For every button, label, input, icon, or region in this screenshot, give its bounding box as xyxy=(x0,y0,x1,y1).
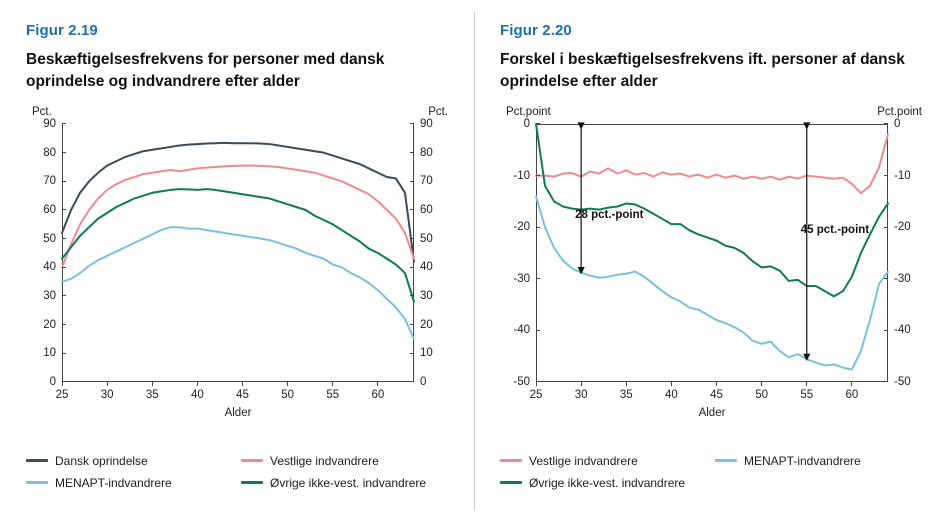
y-tick-label: -40 xyxy=(894,324,911,337)
legend-swatch-icon xyxy=(26,459,48,462)
y-tick-label: -40 xyxy=(513,324,530,337)
legend-label: Øvrige ikke-vest. indvandrere xyxy=(270,475,427,490)
y-tick-label: 20 xyxy=(43,318,56,331)
y-tick-mark xyxy=(410,152,414,153)
y-tick-label: 50 xyxy=(43,232,56,245)
y-tick-mark xyxy=(410,181,414,182)
figure-2-19-chartbox xyxy=(43,117,433,419)
x-tick-mark xyxy=(851,382,852,386)
right-x-axis-label: Alder xyxy=(698,406,726,419)
y-tick-label: 60 xyxy=(420,203,433,216)
y-tick-mark xyxy=(884,175,888,176)
legend-swatch-icon xyxy=(715,459,737,462)
left-x-axis-label: Alder xyxy=(224,406,252,419)
y-tick-label: 70 xyxy=(420,175,433,188)
y-tick-mark xyxy=(62,238,66,239)
y-tick-mark xyxy=(536,227,540,228)
x-tick-label: 35 xyxy=(619,388,633,401)
y-tick-label: 20 xyxy=(420,318,433,331)
y-tick-label: -20 xyxy=(894,221,911,234)
y-tick-mark xyxy=(884,381,888,382)
y-tick-label: -10 xyxy=(513,169,530,182)
y-tick-label: 60 xyxy=(43,203,56,216)
y-tick-mark xyxy=(410,238,414,239)
y-tick-mark xyxy=(536,278,540,279)
y-tick-mark xyxy=(62,295,66,296)
y-tick-label: -30 xyxy=(894,272,911,285)
y-tick-mark xyxy=(410,267,414,268)
y-tick-mark xyxy=(410,295,414,296)
y-tick-mark xyxy=(62,123,66,124)
y-tick-mark xyxy=(884,278,888,279)
x-tick-label: 45 xyxy=(236,388,249,401)
figure-2-20-legend-item xyxy=(500,476,715,490)
y-tick-label: 70 xyxy=(43,175,56,188)
y-tick-label: -10 xyxy=(894,169,911,182)
y-tick-mark xyxy=(62,324,66,325)
figure-2-20-legend-item xyxy=(500,454,715,468)
x-tick-mark xyxy=(62,382,63,386)
figure-2-20-chartbox xyxy=(513,117,911,419)
y-tick-label: -20 xyxy=(513,221,530,234)
figure-2-19-title: Beskæftigelsesfrekvens for personer med dansk oprindelse og indvandrere efter alder xyxy=(26,51,385,91)
figure-2-19-legend xyxy=(26,454,456,498)
x-tick-mark xyxy=(332,382,333,386)
x-tick-label: 40 xyxy=(664,388,678,401)
x-tick-label: 45 xyxy=(710,388,723,401)
y-tick-label: 90 xyxy=(420,117,433,130)
x-tick-label: 25 xyxy=(529,388,543,401)
legend-label: MENAPT-indvandrere xyxy=(744,453,861,468)
x-tick-label: 35 xyxy=(145,388,159,401)
legend-swatch-icon xyxy=(241,481,263,484)
y-tick-label: 80 xyxy=(43,146,56,159)
x-tick-label: 50 xyxy=(281,388,295,401)
y-tick-label: 40 xyxy=(420,261,433,274)
x-tick-mark xyxy=(107,382,108,386)
y-tick-mark xyxy=(410,353,414,354)
figure-2-19-plot xyxy=(28,105,448,419)
x-tick-label: 30 xyxy=(574,388,588,401)
figure-2-19-legend-item xyxy=(241,476,456,490)
y-tick-mark xyxy=(62,152,66,153)
y-tick-label: 0 xyxy=(420,375,427,388)
figure-2-20-title: Forskel i beskæftigelsesfrekvens ift. personer af dansk oprindelse efter alder xyxy=(500,51,905,91)
legend-swatch-icon xyxy=(500,481,522,484)
x-tick-mark xyxy=(581,382,582,386)
y-tick-mark xyxy=(62,267,66,268)
legend-label: MENAPT-indvandrere xyxy=(55,475,172,490)
x-tick-mark xyxy=(806,382,807,386)
figure-2-19-number: Figur 2.19 xyxy=(26,22,98,39)
figure-2-20-plot xyxy=(502,105,922,419)
y-tick-label: -30 xyxy=(513,272,530,285)
y-tick-mark xyxy=(536,330,540,331)
y-tick-label: -50 xyxy=(894,375,911,388)
legend-label: Vestlige indvandrere xyxy=(270,453,379,468)
x-tick-label: 55 xyxy=(800,388,814,401)
x-tick-label: 55 xyxy=(326,388,340,401)
y-tick-label: 0 xyxy=(894,117,901,130)
figure-2-20-panel xyxy=(474,0,949,522)
y-tick-mark xyxy=(62,353,66,354)
x-tick-label: 25 xyxy=(55,388,69,401)
y-tick-mark xyxy=(536,381,540,382)
figure-2-19-legend-item xyxy=(26,454,241,468)
x-tick-mark xyxy=(671,382,672,386)
series-line-1 xyxy=(536,196,888,369)
legend-label: Øvrige ikke-vest. indvandrere xyxy=(529,475,686,490)
y-tick-label: 10 xyxy=(43,347,56,360)
legend-swatch-icon xyxy=(241,459,263,462)
series-line-0 xyxy=(536,134,888,193)
legend-swatch-icon xyxy=(26,481,48,484)
left-axis-unit-left: Pct. xyxy=(32,105,52,118)
annotation-label-0: 28 pct.-point xyxy=(575,208,644,221)
x-tick-label: 60 xyxy=(371,388,385,401)
legend-swatch-icon xyxy=(500,459,522,462)
legend-label: Vestlige indvandrere xyxy=(529,453,638,468)
figure-2-19-legend-item xyxy=(241,454,456,468)
y-tick-label: 40 xyxy=(43,261,56,274)
series-line-3 xyxy=(62,189,414,302)
x-tick-mark xyxy=(716,382,717,386)
y-tick-mark xyxy=(884,330,888,331)
y-tick-label: 0 xyxy=(523,117,530,130)
y-tick-mark xyxy=(62,209,66,210)
y-tick-mark xyxy=(410,123,414,124)
x-tick-label: 30 xyxy=(100,388,114,401)
figure-2-20-number: Figur 2.20 xyxy=(500,22,572,39)
figure-2-19-legend-item xyxy=(26,476,241,490)
y-tick-mark xyxy=(536,175,540,176)
y-tick-mark xyxy=(410,324,414,325)
y-tick-label: 30 xyxy=(43,289,56,302)
annotation-label-1: 45 pct.-point xyxy=(800,224,870,237)
y-tick-label: 0 xyxy=(49,375,56,388)
x-tick-mark xyxy=(287,382,288,386)
y-tick-label: 80 xyxy=(420,146,433,159)
left-axis-unit-right: Pct. xyxy=(428,105,448,118)
series-line-2 xyxy=(62,227,414,339)
right-axis-unit-left: Pct.point xyxy=(506,105,551,118)
legend-label: Dansk oprindelse xyxy=(55,453,148,468)
y-tick-mark xyxy=(536,123,540,124)
x-tick-mark xyxy=(197,382,198,386)
y-tick-mark xyxy=(62,381,66,382)
y-tick-mark xyxy=(884,123,888,124)
y-tick-mark xyxy=(62,181,66,182)
x-tick-mark xyxy=(377,382,378,386)
right-axis-unit-right: Pct.point xyxy=(877,105,922,118)
x-tick-label: 40 xyxy=(190,388,204,401)
y-tick-label: 10 xyxy=(420,347,433,360)
x-tick-label: 60 xyxy=(845,388,859,401)
y-tick-label: -50 xyxy=(513,375,530,388)
figure-2-20-legend-item xyxy=(715,454,930,468)
x-tick-mark xyxy=(761,382,762,386)
x-tick-mark xyxy=(242,382,243,386)
y-tick-label: 50 xyxy=(420,232,433,245)
right-chart-series xyxy=(536,124,888,382)
x-tick-label: 50 xyxy=(755,388,769,401)
y-tick-mark xyxy=(884,227,888,228)
y-tick-label: 30 xyxy=(420,289,433,302)
left-chart-series xyxy=(62,124,414,382)
figure-2-20-legend xyxy=(500,454,930,498)
y-tick-mark xyxy=(410,209,414,210)
x-tick-mark xyxy=(626,382,627,386)
y-tick-mark xyxy=(410,381,414,382)
x-tick-mark xyxy=(152,382,153,386)
y-tick-label: 90 xyxy=(43,117,56,130)
x-tick-mark xyxy=(536,382,537,386)
figure-2-19-panel xyxy=(0,0,474,522)
